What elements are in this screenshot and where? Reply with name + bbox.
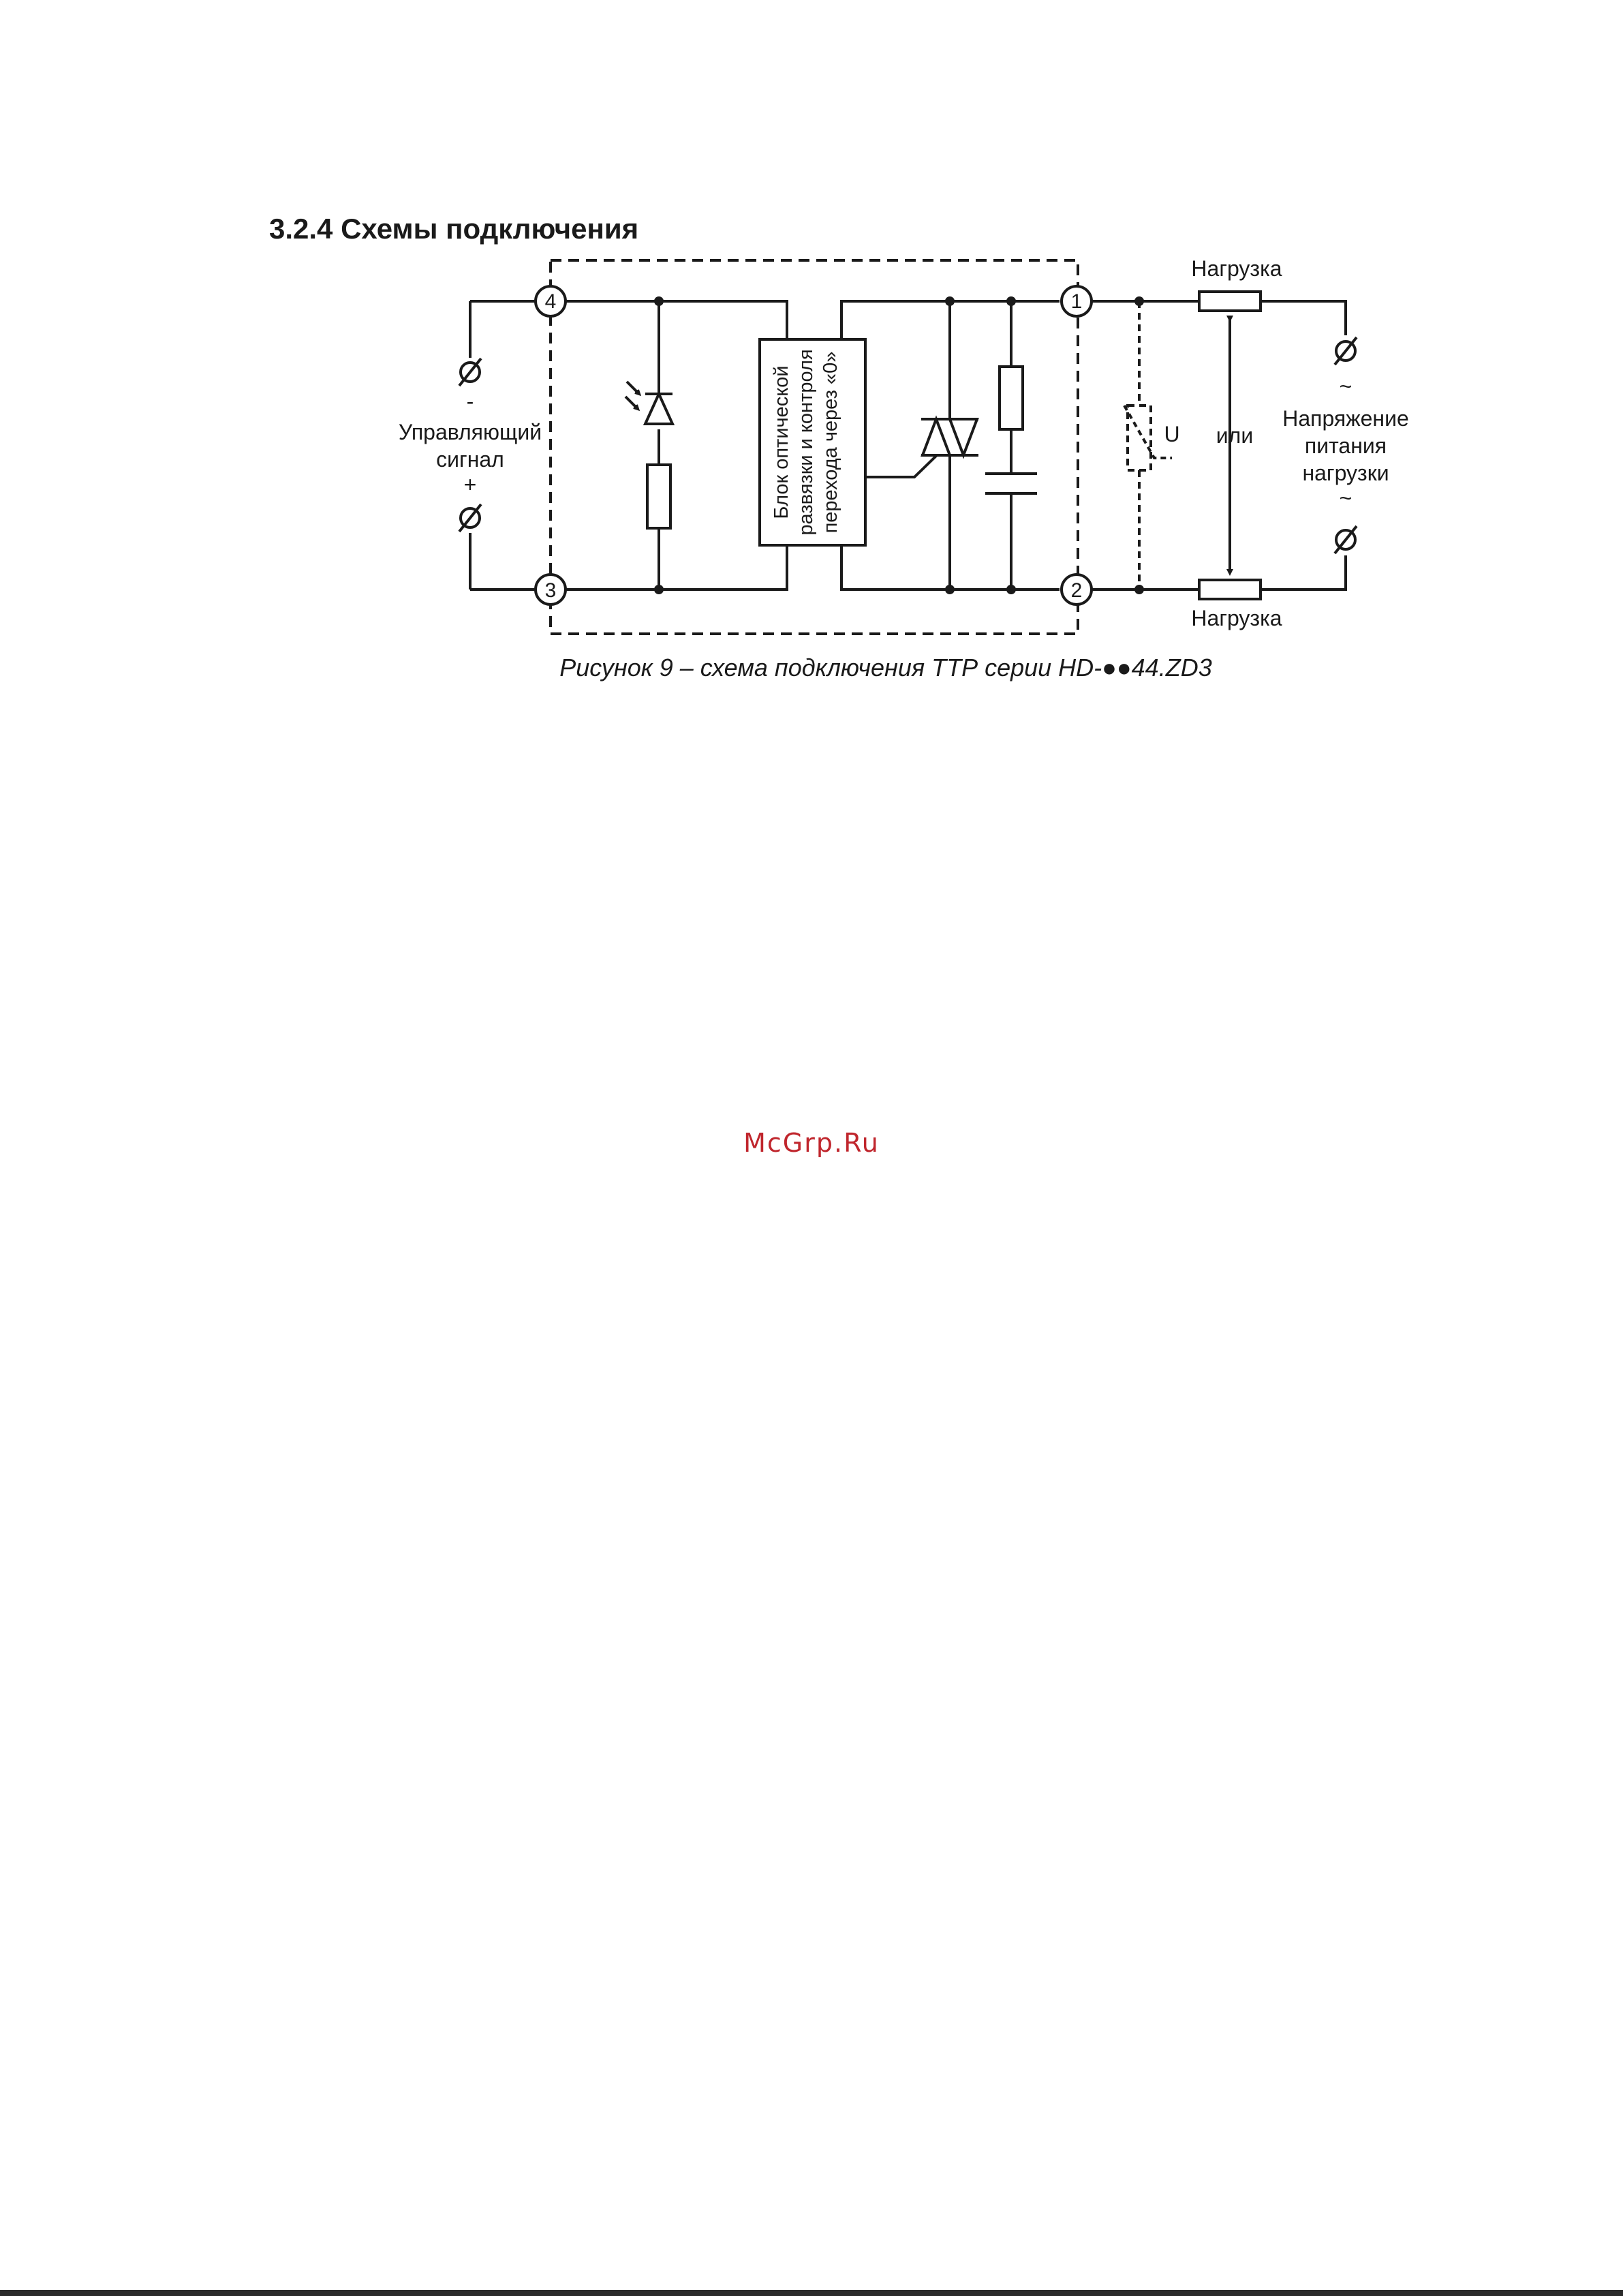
junction-dot — [1134, 296, 1144, 306]
screw-terminal-supply-bottom — [1335, 526, 1357, 553]
control-signal-line2: сигнал — [436, 447, 504, 472]
opto-block-line1: Блок оптической — [771, 365, 792, 519]
input-bus-top — [566, 301, 787, 339]
screw-terminal-supply-top — [1335, 337, 1357, 365]
tilde-top: ~ — [1339, 374, 1352, 399]
junction-dot — [654, 585, 664, 594]
snubber-resistor — [1000, 367, 1023, 429]
minus-sign: - — [466, 389, 474, 414]
terminal-2-label: 2 — [1070, 579, 1083, 602]
section-heading: 3.2.4 Схемы подключения — [269, 213, 639, 245]
terminal-4-label: 4 — [544, 290, 557, 313]
load-resistor-bottom — [1199, 580, 1261, 599]
supply-line2: питания — [1304, 433, 1387, 458]
triac — [921, 419, 978, 455]
load-bottom-label: Нагрузка — [1191, 606, 1282, 630]
terminal-3-label: 3 — [544, 579, 557, 602]
junction-dot — [1134, 585, 1144, 594]
junction-dot — [1006, 585, 1016, 594]
opto-block-line2: развязки и контроля — [795, 349, 817, 536]
junction-dot — [1006, 296, 1016, 306]
junction-dot — [654, 296, 664, 306]
plus-sign: + — [463, 472, 477, 497]
snubber-capacitor — [985, 474, 1037, 493]
junction-dot — [945, 585, 955, 594]
terminal-1-label: 1 — [1070, 290, 1083, 313]
tilde-bottom: ~ — [1339, 486, 1352, 510]
screw-terminal-control-plus — [459, 504, 481, 532]
led-diode — [625, 382, 673, 424]
load-wire-top — [1092, 301, 1346, 335]
figure-caption: Рисунок 9 – схема подключения ТТР серии HD-●●44.ZD3 — [559, 654, 1212, 682]
triac-gate-wire — [865, 455, 937, 477]
load-resistor-top — [1199, 292, 1261, 311]
junction-dot — [945, 296, 955, 306]
screw-terminal-control-minus — [459, 358, 481, 386]
or-label: или — [1216, 423, 1254, 448]
opto-block-line3: перехода через «0» — [820, 351, 841, 534]
supply-line3: нагрузки — [1302, 461, 1389, 485]
control-signal-line1: Управляющий — [398, 420, 542, 444]
varistor-label: U — [1164, 422, 1180, 446]
input-bus-bottom — [566, 545, 787, 590]
load-wire-bottom — [1092, 555, 1346, 590]
watermark: McGrp.Ru — [743, 1128, 880, 1158]
supply-line1: Напряжение — [1282, 406, 1409, 431]
input-resistor — [647, 465, 670, 528]
load-top-label: Нагрузка — [1191, 256, 1282, 281]
page-bottom-rule — [0, 2290, 1623, 2296]
